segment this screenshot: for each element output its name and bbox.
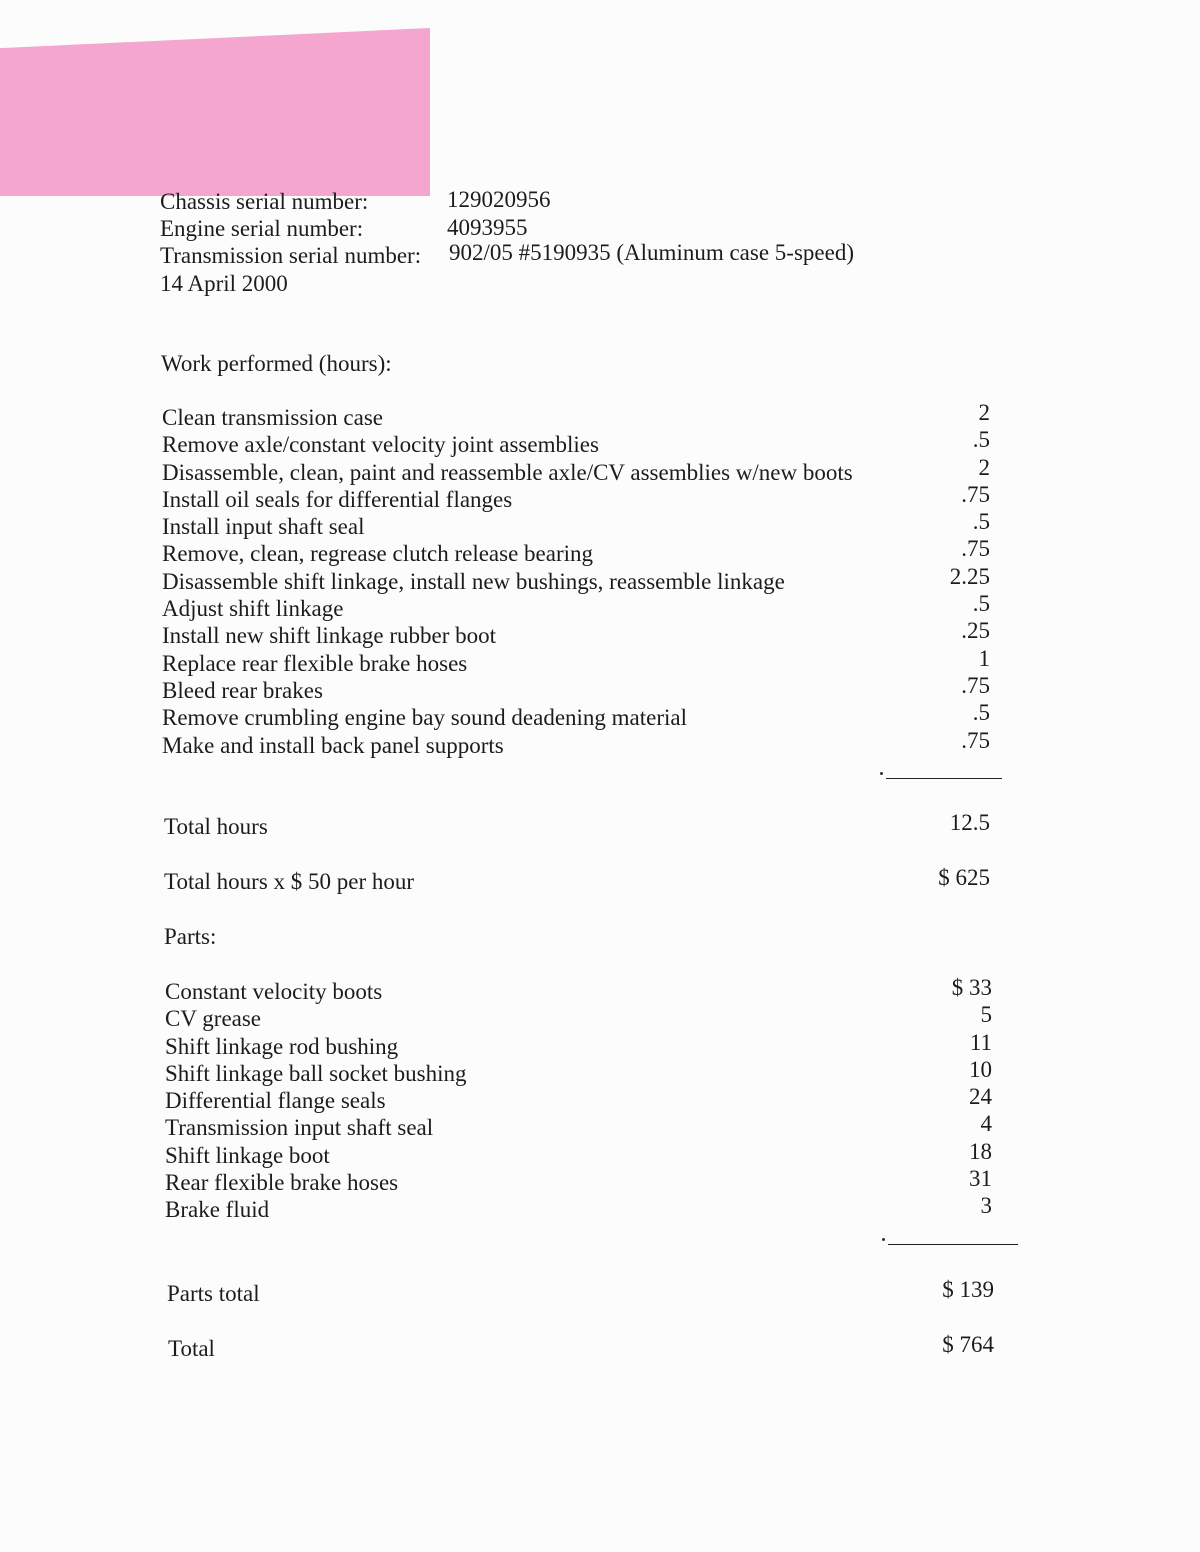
part-item-cost: 10 [969,1056,992,1082]
rule-mark [882,1238,885,1241]
part-item-desc: Transmission input shaft seal [165,1115,434,1141]
part-item-cost: $ 33 [951,975,992,1000]
work-item-hours: .75 [961,727,990,753]
work-heading: Work performed (hours): [161,351,392,376]
rule-mark [880,772,883,775]
part-item-cost: 3 [980,1193,992,1219]
part-item-desc: Constant velocity boots [165,979,383,1004]
part-item-desc: Rear flexible brake hoses [165,1170,399,1196]
parts-items-list [165,978,467,1224]
work-item-hours: .5 [972,509,990,535]
chassis-label: Chassis serial number: [160,189,369,214]
part-item-cost: 11 [969,1029,992,1055]
part-item-cost: 24 [969,1084,992,1110]
work-item-hours: .5 [972,700,990,726]
work-item-desc: Install input shaft seal [162,514,365,540]
document-date: 14 April 2000 [160,271,288,296]
hours-sum-rule [886,778,1002,779]
part-item-cost: 4 [980,1111,992,1137]
work-item-hours: .5 [972,591,990,617]
work-item-desc: Remove crumbling engine bay sound deadening material [162,705,688,731]
part-item-desc: Shift linkage rod bushing [165,1033,399,1059]
work-item-hours: 1 [978,645,990,671]
labor-value: $ 625 [938,865,990,890]
work-items-list [162,404,853,759]
chassis-value: 129020956 [447,187,551,212]
work-item-desc: Bleed rear brakes [162,677,323,703]
parts-total-label: Parts total [167,1281,260,1306]
work-item-hours: .75 [961,672,990,698]
part-item-cost: 5 [980,1002,992,1028]
parts-total-value: $ 139 [942,1277,994,1302]
transmission-label: Transmission serial number: [160,243,422,268]
work-item-desc: Install new shift linkage rubber boot [162,623,497,649]
transmission-value: 902/05 #5190935 (Aluminum case 5-speed) [449,240,854,265]
labor-label: Total hours x $ 50 per hour [164,869,415,894]
work-item-hours: .5 [972,427,990,453]
work-item-hours: 2 [978,400,990,425]
work-item-desc: Make and install back panel supports [162,732,504,758]
total-hours-label: Total hours [164,814,268,839]
work-item-desc: Remove axle/constant velocity joint assemblies [162,432,599,458]
redaction-highlight [0,28,430,196]
work-item-desc: Disassemble shift linkage, install new bushings, reassemble linkage [162,568,785,594]
part-item-desc: Brake fluid [165,1197,270,1223]
work-item-desc: Clean transmission case [162,405,384,430]
part-item-desc: CV grease [165,1006,262,1032]
work-item-desc: Install oil seals for differential flanges [162,486,513,512]
work-item-hours: .75 [961,536,990,562]
work-item-hours: .25 [961,618,990,644]
part-item-cost: 31 [969,1166,992,1192]
total-hours-value: 12.5 [949,810,990,835]
engine-value: 4093955 [447,215,528,240]
part-item-desc: Differential flange seals [165,1088,386,1114]
grand-total-label: Total [168,1336,215,1361]
engine-label: Engine serial number: [160,216,364,241]
part-item-desc: Shift linkage boot [165,1142,330,1168]
parts-cost-list [952,974,992,1220]
part-item-cost: 18 [969,1138,992,1164]
work-item-desc: Adjust shift linkage [162,596,344,622]
work-item-hours: .75 [961,481,990,507]
work-item-desc: Disassemble, clean, paint and reassemble axle/CV assemblies w/new boots [162,459,853,485]
part-item-desc: Shift linkage ball socket bushing [165,1060,467,1086]
parts-heading: Parts: [164,924,217,949]
grand-total-value: $ 764 [942,1332,994,1357]
parts-sum-rule [888,1244,1018,1245]
work-item-hours: 2 [978,454,990,480]
work-hours-list [950,399,990,754]
work-item-desc: Remove, clean, regrease clutch release bearing [162,541,594,567]
work-item-desc: Replace rear flexible brake hoses [162,650,468,676]
work-item-hours: 2.25 [949,563,990,589]
